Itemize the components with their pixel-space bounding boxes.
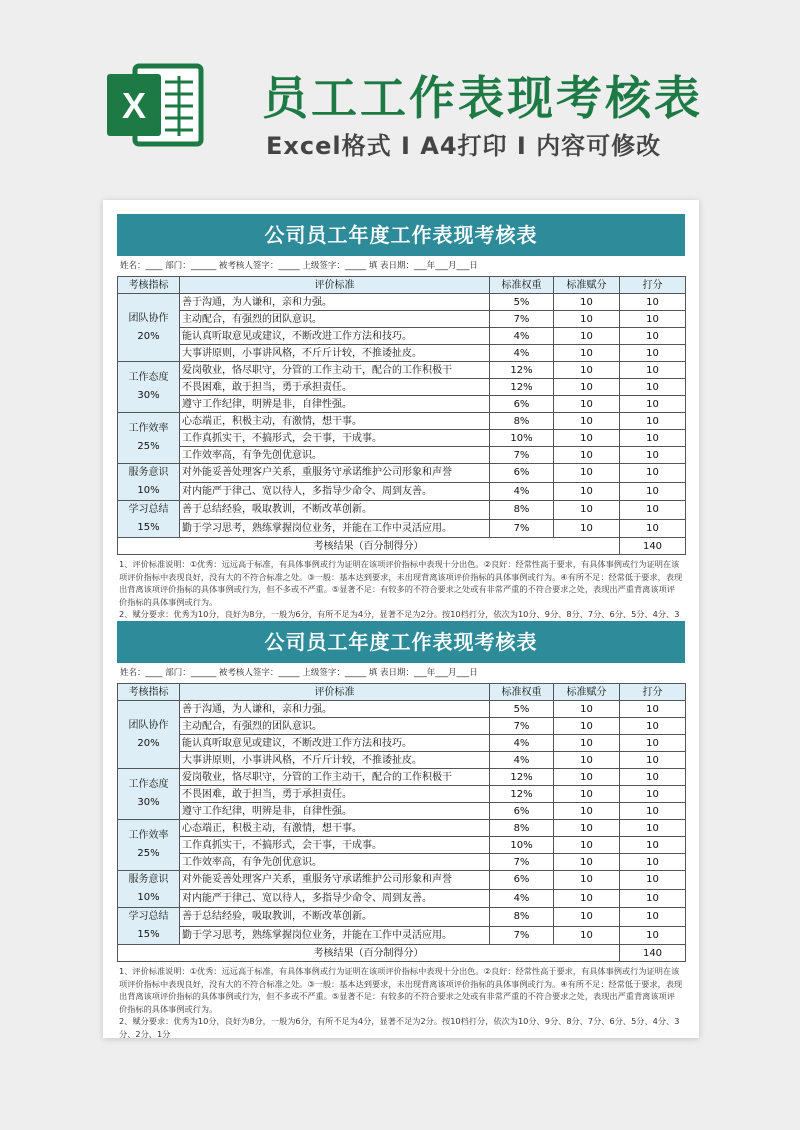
category-weight: 10% <box>137 892 160 903</box>
table-header-row <box>118 684 686 701</box>
weight-cell: 4% <box>490 735 554 752</box>
criterion-cell: 心态端正，积极主动，有激情，想干事。 <box>180 413 490 430</box>
mark-cell[interactable]: 10 <box>620 379 686 396</box>
weight-cell: 6% <box>490 396 554 413</box>
weight-cell: 6% <box>490 803 554 820</box>
standard-score-cell: 10 <box>554 871 620 890</box>
weight-cell: 4% <box>490 889 554 908</box>
criterion-cell: 工作效率高，有争先创优意识。 <box>180 854 490 871</box>
mark-cell[interactable]: 10 <box>620 735 686 752</box>
weight-cell: 6% <box>490 464 554 483</box>
category-name: 学习总结 <box>128 911 169 922</box>
standard-score-cell: 10 <box>554 482 620 501</box>
criterion-cell: 善于总结经验，吸取教训，不断改革创新。 <box>180 501 490 520</box>
weight-cell: 6% <box>490 871 554 890</box>
category-weight: 15% <box>137 522 160 533</box>
weight-cell: 12% <box>490 362 554 379</box>
total-label: 考核结果（百分制得分） <box>118 538 620 555</box>
form-info-line: 姓名：____ 部门：______ 被考核人签字：_____ 上级签字：_____ 填 表日期：___年___月___日 <box>120 668 478 678</box>
category-cell <box>118 501 180 538</box>
header-weight: 标准权重 <box>490 684 554 701</box>
criterion-cell: 遵守工作纪律，明辨是非，自律性强。 <box>180 803 490 820</box>
weight-cell: 12% <box>490 786 554 803</box>
standard-score-cell: 10 <box>554 413 620 430</box>
page-header <box>0 0 800 195</box>
criterion-cell: 对外能妥善处理客户关系，重服务守承诺维护公司形象和声誉 <box>180 871 490 890</box>
evaluation-table <box>117 276 686 555</box>
header-mark: 打分 <box>620 684 686 701</box>
excel-icon <box>105 60 205 150</box>
mark-cell[interactable]: 10 <box>620 501 686 520</box>
note-standard: 1、评价标准说明：①优秀：远远高于标准，有具体事例或行为证明在该项评价指标中表现十分出色。②良好：经常性高于要求，有具体事例或行为证明在该项评价指标中表现良好，没有大的不符合标准之处。③一般：基本达到要求，未出现背离该项评价指标的具体事例或行为。④有所不足：经常低于要求，表现出背离该项评价指标的具体事例或行为，但不多或不严重。⑤显著不足：有较多的不符合要求之处或有非常严重的不符合要求之处，表现出严重背离该项评价指标的具体事例或行为。 <box>119 559 683 607</box>
standard-score-cell: 10 <box>554 294 620 311</box>
mark-cell[interactable]: 10 <box>620 362 686 379</box>
criterion-cell: 对外能妥善处理客户关系，重服务守承诺维护公司形象和声誉 <box>180 464 490 483</box>
table-row <box>118 803 686 820</box>
criterion-cell: 不畏困难，敢于担当，勇于承担责任。 <box>180 379 490 396</box>
table-row <box>118 501 686 520</box>
weight-cell: 10% <box>490 430 554 447</box>
table-row <box>118 379 686 396</box>
category-name: 工作效率 <box>128 423 169 434</box>
category-name: 团队协作 <box>128 719 169 731</box>
category-cell <box>118 820 180 871</box>
table-row <box>118 345 686 362</box>
mark-cell[interactable]: 10 <box>620 820 686 837</box>
header-mark: 打分 <box>620 277 686 294</box>
category-cell <box>118 871 180 908</box>
weight-cell: 10% <box>490 837 554 854</box>
criterion-cell: 善于沟通，为人谦和，亲和力强。 <box>180 701 490 718</box>
total-value[interactable]: 140 <box>620 945 686 962</box>
mark-cell[interactable]: 10 <box>620 430 686 447</box>
standard-score-cell: 10 <box>554 345 620 362</box>
criterion-cell: 工作效率高，有争先创优意识。 <box>180 447 490 464</box>
mark-cell[interactable]: 10 <box>620 345 686 362</box>
criterion-cell: 对内能严于律己、宽以待人，多指导少命令、周到友善。 <box>180 889 490 908</box>
mark-cell[interactable]: 10 <box>620 396 686 413</box>
standard-score-cell: 10 <box>554 769 620 786</box>
standard-score-cell: 10 <box>554 430 620 447</box>
mark-cell[interactable]: 10 <box>620 718 686 735</box>
table-row <box>118 294 686 311</box>
criterion-cell: 爱岗敬业，恪尽职守，分管的工作主动干，配合的工作积极干 <box>180 362 490 379</box>
table-row <box>118 889 686 908</box>
table-row <box>118 328 686 345</box>
table-row <box>118 820 686 837</box>
standard-score-cell: 10 <box>554 447 620 464</box>
weight-cell: 7% <box>490 718 554 735</box>
weight-cell: 12% <box>490 379 554 396</box>
standard-score-cell: 10 <box>554 701 620 718</box>
table-row <box>118 735 686 752</box>
weight-cell: 8% <box>490 908 554 927</box>
standard-score-cell: 10 <box>554 311 620 328</box>
standard-score-cell: 10 <box>554 718 620 735</box>
category-name: 学习总结 <box>128 504 169 515</box>
category-name: 团队协作 <box>128 312 169 324</box>
criterion-cell: 主动配合，有强烈的团队意识。 <box>180 718 490 735</box>
header-weight: 标准权重 <box>490 277 554 294</box>
mark-cell[interactable]: 10 <box>620 854 686 871</box>
standard-score-cell: 10 <box>554 519 620 538</box>
mark-cell[interactable]: 10 <box>620 837 686 854</box>
form-title: 公司员工年度工作表现考核表 <box>117 621 685 663</box>
table-row <box>118 926 686 945</box>
criterion-cell: 能认真听取意见或建议，不断改进工作方法和技巧。 <box>180 328 490 345</box>
standard-score-cell: 10 <box>554 854 620 871</box>
document-page <box>103 200 699 1038</box>
criterion-cell: 遵守工作纪律，明辨是非，自律性强。 <box>180 396 490 413</box>
form-info-line: 姓名：____ 部门：______ 被考核人签字：_____ 上级签字：_____ 填 表日期：___年___月___日 <box>120 261 478 271</box>
weight-cell: 8% <box>490 501 554 520</box>
total-label: 考核结果（百分制得分） <box>118 945 620 962</box>
standard-score-cell: 10 <box>554 820 620 837</box>
weight-cell: 8% <box>490 820 554 837</box>
mark-cell[interactable]: 10 <box>620 519 686 538</box>
header-indicator: 考核指标 <box>118 684 180 701</box>
header-standard-score: 标准赋分 <box>554 684 620 701</box>
standard-score-cell: 10 <box>554 464 620 483</box>
table-row <box>118 311 686 328</box>
category-name: 工作态度 <box>128 779 169 790</box>
category-cell <box>118 294 180 362</box>
weight-cell: 7% <box>490 447 554 464</box>
criterion-cell: 勤于学习思考，熟练掌握岗位业务，并能在工作中灵活应用。 <box>180 519 490 538</box>
standard-score-cell: 10 <box>554 735 620 752</box>
criterion-cell: 大事讲原则，小事讲风格，不斤斤计较，不推诿扯皮。 <box>180 752 490 769</box>
category-name: 服务意识 <box>128 874 169 885</box>
mark-cell[interactable]: 10 <box>620 294 686 311</box>
weight-cell: 4% <box>490 345 554 362</box>
mark-cell[interactable]: 10 <box>620 311 686 328</box>
weight-cell: 7% <box>490 854 554 871</box>
mark-cell[interactable]: 10 <box>620 701 686 718</box>
weight-cell: 5% <box>490 701 554 718</box>
mark-cell[interactable]: 10 <box>620 752 686 769</box>
table-row <box>118 413 686 430</box>
mark-cell[interactable]: 10 <box>620 803 686 820</box>
table-row <box>118 482 686 501</box>
criterion-cell: 心态端正，积极主动，有激情，想干事。 <box>180 820 490 837</box>
category-cell <box>118 362 180 413</box>
note-scoring: 2、赋分要求：优秀为10分，良好为8分，一般为6分，有所不足为4分，显著不足为2分。按10档打分，依次为10分、9分、8分、7分、6分、5分、4分、3分、2分、1分 <box>119 1016 680 1039</box>
standard-score-cell: 10 <box>554 396 620 413</box>
note-standard: 1、评价标准说明：①优秀：远远高于标准，有具体事例或行为证明在该项评价指标中表现十分出色。②良好：经常性高于要求，有具体事例或行为证明在该项评价指标中表现良好，没有大的不符合标准之处。③一般：基本达到要求，未出现背离该项评价指标的具体事例或行为。④有所不足：经常低于要求，表现出背离该项评价指标的具体事例或行为，但不多或不严重。⑤显著不足：有较多的不符合要求之处或有非常严重的不符合要求之处，表现出严重背离该项评价指标的具体事例或行为。 <box>119 966 683 1014</box>
table-row <box>118 519 686 538</box>
category-weight: 15% <box>137 929 160 940</box>
header-criterion: 评价标准 <box>180 277 490 294</box>
mark-cell[interactable]: 10 <box>620 328 686 345</box>
weight-cell: 7% <box>490 519 554 538</box>
category-name: 服务意识 <box>128 467 169 478</box>
weight-cell: 8% <box>490 413 554 430</box>
standard-score-cell: 10 <box>554 328 620 345</box>
table-header-row <box>118 277 686 294</box>
category-name: 工作态度 <box>128 372 169 383</box>
criterion-cell: 能认真听取意见或建议，不断改进工作方法和技巧。 <box>180 735 490 752</box>
standard-score-cell: 10 <box>554 926 620 945</box>
mark-cell[interactable]: 10 <box>620 447 686 464</box>
category-cell <box>118 464 180 501</box>
category-weight: 25% <box>137 441 160 452</box>
table-row <box>118 701 686 718</box>
table-row <box>118 854 686 871</box>
table-row <box>118 464 686 483</box>
form-title: 公司员工年度工作表现考核表 <box>117 214 685 256</box>
category-weight: 30% <box>137 797 160 808</box>
criterion-cell: 勤于学习思考，熟练掌握岗位业务，并能在工作中灵活应用。 <box>180 926 490 945</box>
weight-cell: 4% <box>490 482 554 501</box>
category-name: 工作效率 <box>128 830 169 841</box>
table-row <box>118 786 686 803</box>
category-cell <box>118 769 180 820</box>
weight-cell: 12% <box>490 769 554 786</box>
table-row <box>118 871 686 890</box>
table-row <box>118 396 686 413</box>
page-subtitle: Excel格式 I A4打印 I 内容可修改 <box>266 132 662 160</box>
standard-score-cell: 10 <box>554 786 620 803</box>
category-weight: 30% <box>137 390 160 401</box>
criterion-cell: 工作真抓实干，不搞形式，会干事，干成事。 <box>180 430 490 447</box>
standard-score-cell: 10 <box>554 752 620 769</box>
note-scoring: 2、赋分要求：优秀为10分，良好为8分，一般为6分，有所不足为4分，显著不足为2分。按10档打分，依次为10分、9分、8分、7分、6分、5分、4分、3 <box>119 609 680 620</box>
category-cell <box>118 701 180 769</box>
table-row <box>118 752 686 769</box>
standard-score-cell: 10 <box>554 362 620 379</box>
header-indicator: 考核指标 <box>118 277 180 294</box>
weight-cell: 7% <box>490 311 554 328</box>
table-row <box>118 430 686 447</box>
table-row <box>118 837 686 854</box>
table-row <box>118 447 686 464</box>
total-row <box>118 538 686 555</box>
total-row <box>118 945 686 962</box>
standard-score-cell: 10 <box>554 501 620 520</box>
mark-cell[interactable]: 10 <box>620 889 686 908</box>
criterion-cell: 大事讲原则，小事讲风格，不斤斤计较，不推诿扯皮。 <box>180 345 490 362</box>
category-cell <box>118 908 180 945</box>
table-row <box>118 718 686 735</box>
criterion-cell: 工作真抓实干，不搞形式，会干事，干成事。 <box>180 837 490 854</box>
page-title: 员工工作表现考核表 <box>262 71 703 125</box>
form-copy-2 <box>117 621 685 1041</box>
weight-cell: 5% <box>490 294 554 311</box>
standard-score-cell: 10 <box>554 889 620 908</box>
mark-cell[interactable]: 10 <box>620 871 686 890</box>
criterion-cell: 善于总结经验，吸取教训，不断改革创新。 <box>180 908 490 927</box>
table-row <box>118 362 686 379</box>
form-copy-1 <box>117 214 685 634</box>
mark-cell[interactable]: 10 <box>620 908 686 927</box>
category-weight: 20% <box>137 330 160 342</box>
weight-cell: 4% <box>490 328 554 345</box>
header-criterion: 评价标准 <box>180 684 490 701</box>
standard-score-cell: 10 <box>554 908 620 927</box>
criterion-cell: 不畏困难，敢于担当，勇于承担责任。 <box>180 786 490 803</box>
weight-cell: 4% <box>490 752 554 769</box>
standard-score-cell: 10 <box>554 837 620 854</box>
category-weight: 20% <box>137 737 160 749</box>
weight-cell: 7% <box>490 926 554 945</box>
mark-cell[interactable]: 10 <box>620 413 686 430</box>
notes <box>117 962 685 1041</box>
standard-score-cell: 10 <box>554 379 620 396</box>
mark-cell[interactable]: 10 <box>620 482 686 501</box>
criterion-cell: 主动配合，有强烈的团队意识。 <box>180 311 490 328</box>
category-weight: 10% <box>137 485 160 496</box>
mark-cell[interactable]: 10 <box>620 926 686 945</box>
table-row <box>118 769 686 786</box>
header-standard-score: 标准赋分 <box>554 277 620 294</box>
logo-letter: X <box>121 85 147 126</box>
criterion-cell: 爱岗敬业，恪尽职守，分管的工作主动干，配合的工作积极干 <box>180 769 490 786</box>
mark-cell[interactable]: 10 <box>620 769 686 786</box>
category-weight: 25% <box>137 848 160 859</box>
criterion-cell: 对内能严于律己、宽以待人，多指导少命令、周到友善。 <box>180 482 490 501</box>
evaluation-table <box>117 683 686 962</box>
total-value[interactable]: 140 <box>620 538 686 555</box>
criterion-cell: 善于沟通，为人谦和，亲和力强。 <box>180 294 490 311</box>
standard-score-cell: 10 <box>554 803 620 820</box>
table-row <box>118 908 686 927</box>
mark-cell[interactable]: 10 <box>620 464 686 483</box>
category-cell <box>118 413 180 464</box>
mark-cell[interactable]: 10 <box>620 786 686 803</box>
